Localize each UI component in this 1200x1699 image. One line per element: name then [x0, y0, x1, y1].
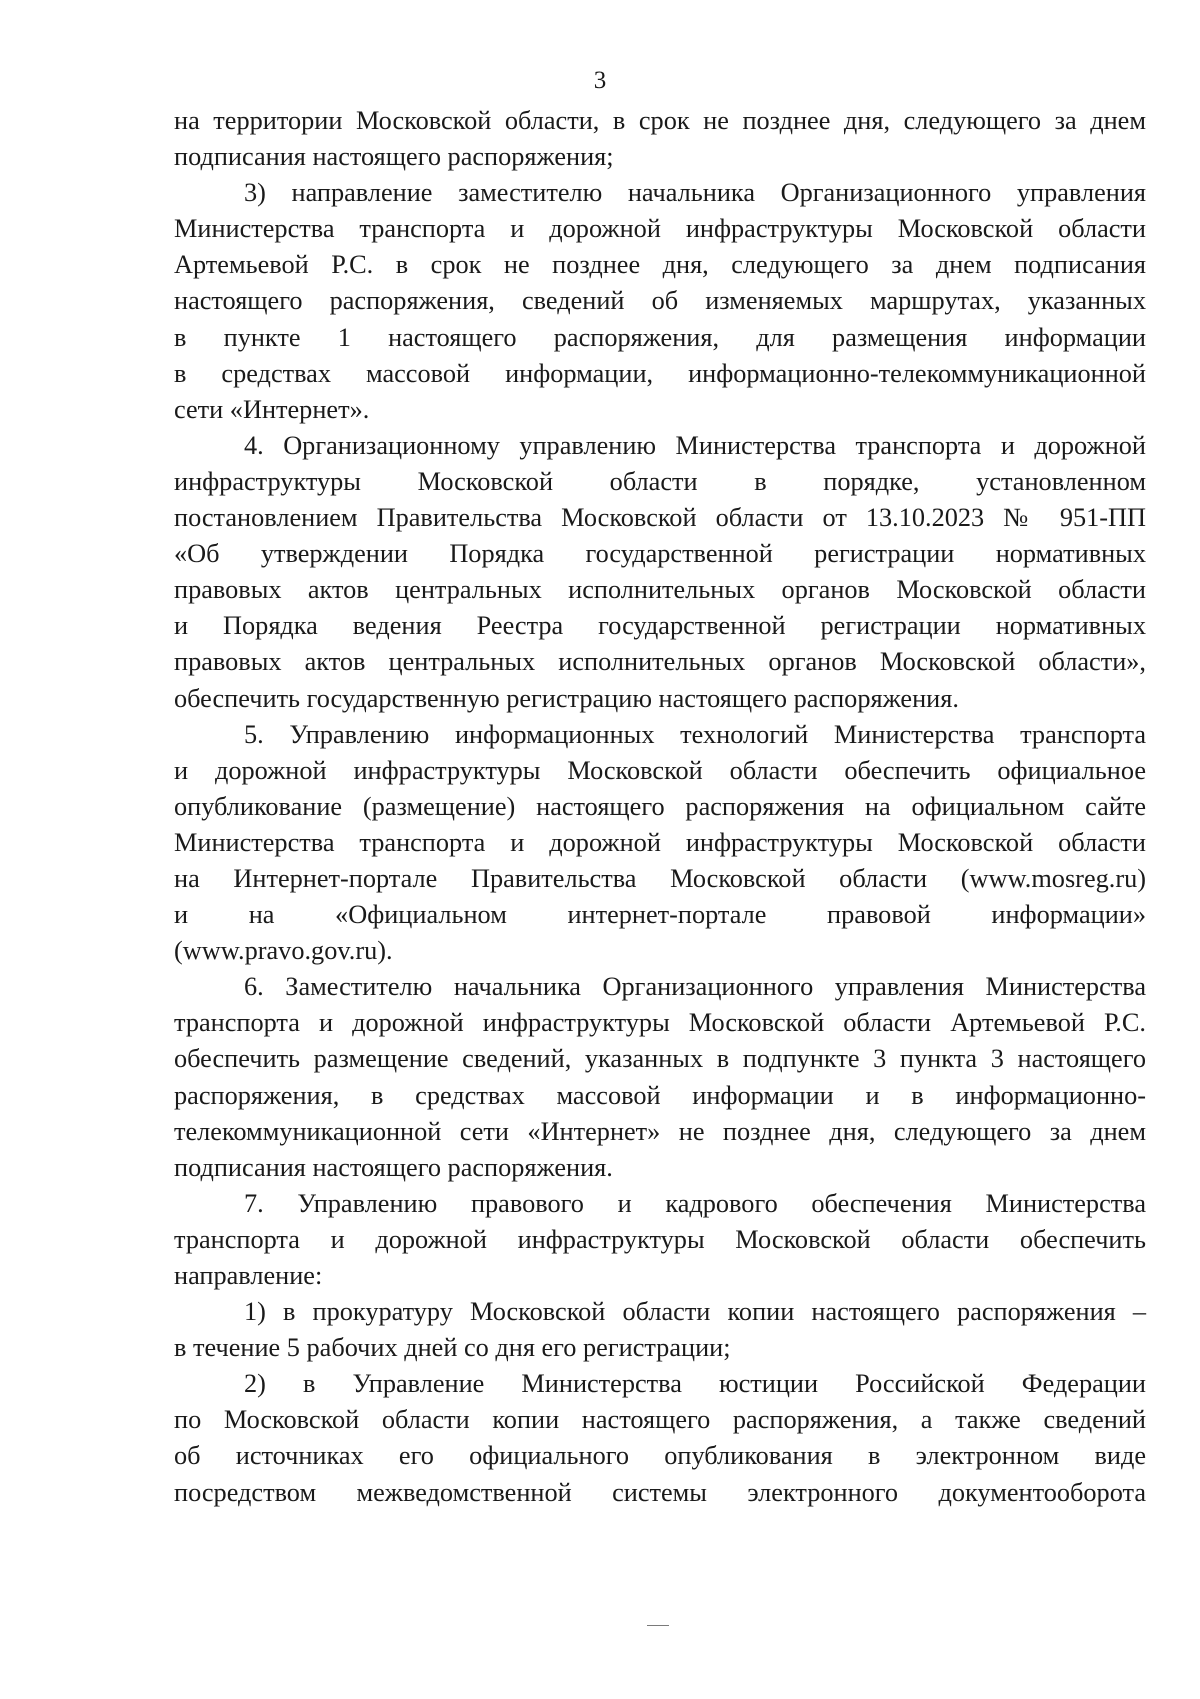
text-line: транспорта и дорожной инфраструктуры Московской области Артемьевой Р.С. [174, 1008, 1146, 1038]
text-line: инфраструктуры Московской области в порядке, установленном [174, 466, 1146, 496]
text-line: Министерства транспорта и дорожной инфраструктуры Московской области [174, 827, 1146, 857]
text-line: об источниках его официального опубликования в электронном виде [174, 1441, 1146, 1471]
text-line: на территории Московской области, в срок не позднее дня, следующего за днем [174, 106, 1146, 135]
text-line: в течение 5 рабочих дней со дня его регистрации; [174, 1333, 731, 1363]
text-line: посредством межведомственной системы электронного документооборота [174, 1477, 1146, 1507]
text-line: правовых актов центральных исполнительных органов Московской области [174, 575, 1146, 605]
text-line: 4. Организационному управлению Министерства транспорта и дорожной [244, 430, 1146, 460]
text-line: и на «Официальном интернет-портале правовой информации» [174, 900, 1146, 930]
text-line: опубликование (размещение) настоящего распоряжения на официальном сайте [174, 791, 1146, 821]
text-line: на Интернет-портале Правительства Московской области (www.mosreg.ru) [174, 863, 1146, 893]
text-line: в пункте 1 настоящего распоряжения, для размещения информации [174, 322, 1146, 352]
text-line: и дорожной инфраструктуры Московской области обеспечить официальное [174, 755, 1146, 785]
text-line: подписания настоящего распоряжения. [174, 1152, 613, 1182]
text-line: 3) направление заместителю начальника Организационного управления [244, 178, 1146, 208]
text-line: 1) в прокуратуру Московской области копии настоящего распоряжения – [244, 1297, 1146, 1327]
text-line: по Московской области копии настоящего распоряжения, а также сведений [174, 1405, 1146, 1435]
page-number: 3 [593, 67, 607, 94]
text-line: настоящего распоряжения, сведений об изменяемых маршрутах, указанных [174, 286, 1146, 316]
text-line: в средствах массовой информации, информационно-телекоммуникационной [174, 358, 1146, 388]
text-line: обеспечить размещение сведений, указанных в подпункте 3 пункта 3 настоящего [174, 1044, 1146, 1074]
text-line: 6. Заместителю начальника Организационного управления Министерства [244, 972, 1146, 1002]
text-line: распоряжения, в средствах массовой информации и в информационно- [174, 1080, 1146, 1110]
text-line: обеспечить государственную регистрацию настоящего распоряжения. [174, 683, 959, 713]
text-line: правовых актов центральных исполнительных органов Московской области», [174, 647, 1146, 677]
document-body [174, 103, 1146, 1511]
footer-mark [647, 1625, 669, 1626]
text-line: 5. Управлению информационных технологий Министерства транспорта [244, 719, 1146, 749]
text-line: Артемьевой Р.С. в срок не позднее дня, следующего за днем подписания [174, 250, 1146, 280]
text-line: направление: [174, 1261, 323, 1290]
text-line: подписания настоящего распоряжения; [174, 142, 614, 172]
text-line: (www.pravo.gov.ru). [174, 936, 393, 966]
text-line: «Об утверждении Порядка государственной регистрации нормативных [174, 539, 1146, 569]
text-line: и Порядка ведения Реестра государственной регистрации нормативных [174, 611, 1146, 641]
text-line: транспорта и дорожной инфраструктуры Московской области обеспечить [174, 1224, 1146, 1254]
text-line: сети «Интернет». [174, 394, 370, 424]
text-line: 7. Управлению правового и кадрового обеспечения Министерства [244, 1188, 1146, 1218]
text-line: 2) в Управление Министерства юстиции Российской Федерации [244, 1369, 1146, 1399]
text-line: постановлением Правительства Московской области от 13.10.2023 № 951-ПП [174, 503, 1146, 533]
text-line: телекоммуникационной сети «Интернет» не позднее дня, следующего за днем [174, 1116, 1146, 1146]
text-line: Министерства транспорта и дорожной инфраструктуры Московской области [174, 214, 1146, 244]
